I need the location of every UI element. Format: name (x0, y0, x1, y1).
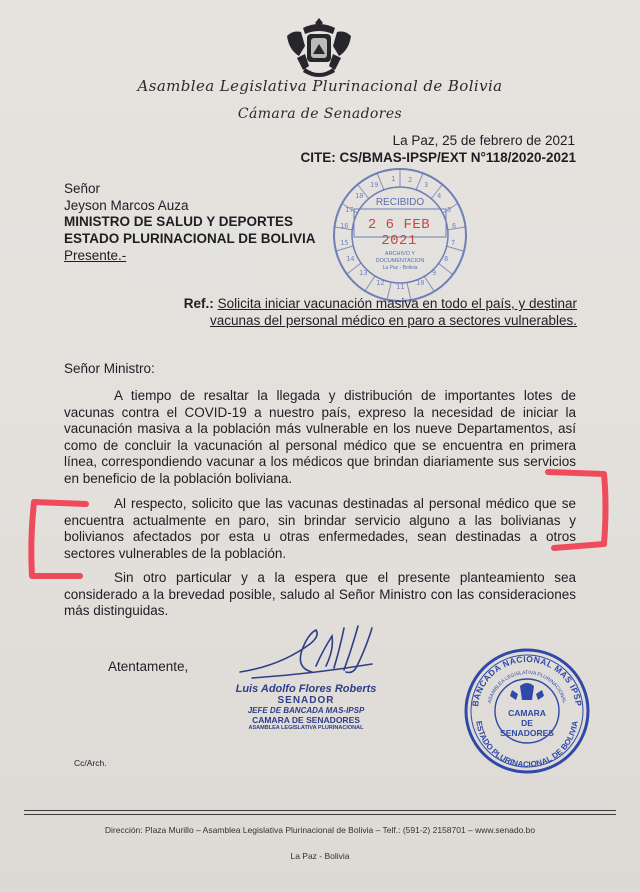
svg-text:18: 18 (355, 192, 364, 200)
svg-text:10: 10 (416, 279, 425, 287)
recipient-name: Jeyson Marcos Auza (64, 198, 189, 213)
recipient-presente: Presente.- (64, 248, 127, 263)
received-line3: La Paz - Bolivia (382, 265, 418, 271)
footer-rule-thin (24, 814, 616, 815)
cc-archive: Cc/Arch. (74, 758, 107, 768)
received-date: 2 6 FEB 2021 (367, 217, 431, 249)
letter-date: La Paz, 25 de febrero de 2021 (392, 133, 575, 148)
recipient-ministry: MINISTRO DE SALUD Y DEPORTES (64, 214, 294, 229)
svg-text:7: 7 (451, 239, 456, 247)
svg-text:14: 14 (346, 255, 355, 263)
signatory-chamber: CAMARA DE SENADORES (252, 715, 360, 725)
footer-city: La Paz - Bolivia (290, 851, 350, 861)
svg-text:1: 1 (391, 175, 396, 183)
letterhead-assembly: Asamblea Legislativa Plurinacional de Bolivia (137, 77, 503, 95)
svg-text:12: 12 (376, 279, 385, 287)
footer-address: Dirección: Plaza Murillo – Asamblea Legislativa Plurinacional de Bolivia – Telf.: (591-2) 2158701 – www.senado.bo (104, 825, 536, 835)
paragraph-3: Sin otro particular y a la espera que el presente planteamiento sea considerado a la brevedad posible, saludo al Señor Ministro con las consideraciones más distinguidas. (64, 570, 576, 618)
recipient-salutation: Señor (64, 181, 101, 196)
reference-text: Solicita iniciar vacunación masiva en todo el país, y destinar vacunas del personal médico en paro a sectores vulnerables. (210, 296, 577, 328)
svg-text:6: 6 (452, 222, 457, 230)
svg-text:3: 3 (424, 181, 429, 189)
received-label: RECIBIDO (375, 197, 425, 208)
greeting: Señor Ministro: (64, 361, 155, 376)
svg-text:9: 9 (432, 269, 437, 277)
reference-label: Ref.: (183, 296, 214, 311)
received-line1: ARCHIVO Y (384, 251, 416, 257)
paragraph-2: Al respecto, solicito que las vacunas destinadas al personal médico que se encuentra actualmente en paro, sin brindar servicio alguno a las bolivianas y bolivianos afectados por esta u otras enfermedades, sean destinadas a otros sectores vulnerables de la población. (64, 496, 576, 561)
svg-text:15: 15 (340, 239, 349, 247)
svg-text:11: 11 (396, 283, 405, 291)
seal-ring-bottom: ESTADO PLURINACIONAL DE BOLIVIA (474, 720, 580, 770)
signatory-assembly: ASAMBLEA LEGISLATIVA PLURINACIONAL (248, 725, 364, 731)
svg-text:5: 5 (447, 206, 452, 214)
seal-center-3: SENADORES (500, 728, 554, 738)
seal-center-1: CAMARA (508, 708, 546, 718)
svg-text:17: 17 (345, 206, 354, 214)
svg-text:4: 4 (437, 192, 442, 200)
seal-ring-top: BANCADA NACIONAL MAS IPSP (470, 653, 584, 708)
svg-text:8: 8 (444, 255, 449, 263)
paragraph-1: A tiempo de resaltar la llegada y distribución de importantes lotes de vacunas contra el COVID-19 a nuestro país, expreso la necesidad de iniciar la vacunación masiva a la población más vulnerable en los nueve Departamentos, así como de concluir la vacunación al personal médico que se encuentra en primera línea, correspondiendo vacunar a los médicos que brindan diariamente sus servicios en beneficio de la población boliviana. (64, 388, 576, 486)
signatory-name: Luis Adolfo Flores Roberts (235, 683, 377, 695)
signatory-role: JEFE DE BANCADA MAS-IPSP (247, 706, 365, 715)
footer-rule (24, 810, 616, 811)
svg-text:16: 16 (340, 222, 349, 230)
seal-ring-inner: ASAMBLEA LEGISLATIVA PLURINACIONAL (486, 669, 568, 704)
svg-text:19: 19 (370, 181, 379, 189)
signatory-title: SENADOR (277, 695, 335, 706)
received-line2: DOCUMENTACION (375, 258, 425, 264)
letter-cite: CITE: CS/BMAS-IPSP/EXT N°118/2020-2021 (300, 150, 576, 165)
seal-center-2: DE (521, 718, 533, 728)
recipient-state: ESTADO PLURINACIONAL DE BOLIVIA (64, 231, 316, 246)
svg-text:13: 13 (359, 269, 368, 277)
svg-text:2: 2 (408, 176, 413, 184)
letterhead-chamber: Cámara de Senadores (237, 106, 403, 122)
closing: Atentamente, (108, 659, 189, 674)
